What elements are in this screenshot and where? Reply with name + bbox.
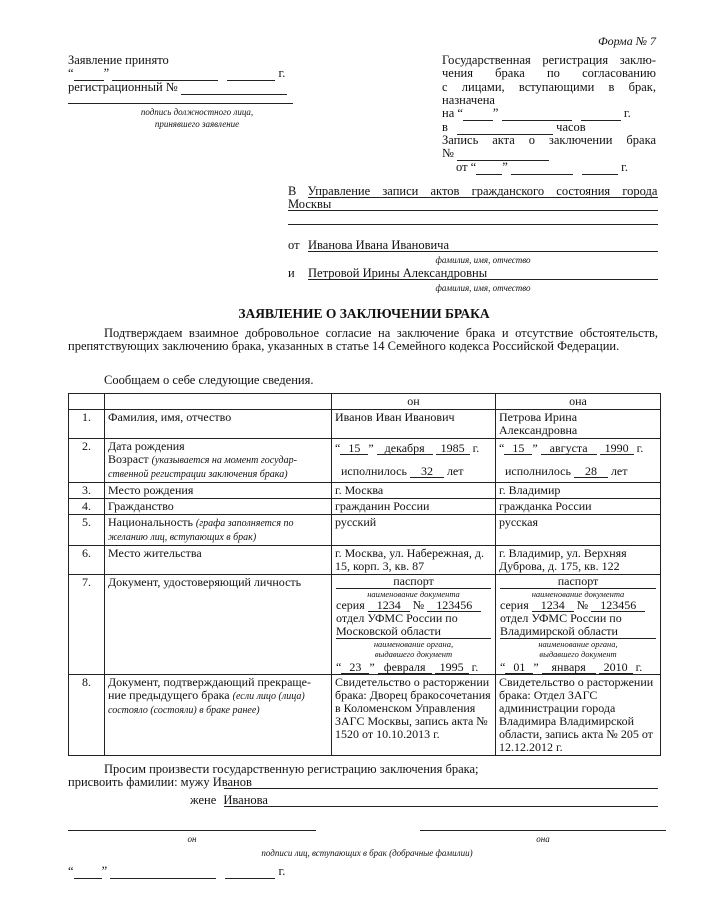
he-doc-org-2[interactable]: Московской области [336, 625, 491, 639]
she-doc-type[interactable]: паспорт [500, 575, 656, 589]
addressee-and-name[interactable]: Петровой Ирины Александровны [308, 266, 488, 280]
addressee-line-3 [288, 224, 658, 225]
addressee-to: В Управление записи актов гражданского состояния города [288, 184, 658, 198]
signatures-caption: подписи лиц, вступающих в брак (добрачные фамилии) [261, 848, 473, 858]
signature-year-field[interactable] [225, 866, 275, 879]
she-citizenship[interactable]: гражданка России [496, 499, 661, 515]
accepted-reg-number-field[interactable] [181, 82, 287, 95]
she-doc-date: “ 01 ” января 2010 г. [500, 660, 643, 674]
addressee-fio-caption-1: фамилия, имя, отчество [435, 255, 531, 265]
she-doc-series: серия 1234 № 123456 [500, 599, 656, 612]
addressee-fio-caption-2: фамилия, имя, отчество [435, 283, 531, 293]
she-nationality[interactable]: русская [496, 515, 661, 546]
addressee-and-line [308, 279, 658, 280]
intro-paragraph: Подтверждаем взаимное добровольное согласие на заключение брака и отсутствие обстоятельств, препятствующих заключению брака, указанных в статье 14 Семейного кодекса Российской Федерации. [68, 326, 658, 353]
accepted-sign-caption-1: подпись должностного лица, [140, 107, 254, 117]
table-row: 7. Документ, удостоверяющий личность паспорт наименование документа серия 1234 № 123456 отдел УФМС России по Московской области наименование органа, выдавшего документ “ 23 ” февраля 1995 г. паспорт наименование документа серия 1234 № 123456 отдел УФМС России по Владимирской области наименование органа, выдавшего документ “ 01 ” января 2010 г. [69, 575, 661, 675]
header-he: он [332, 394, 496, 410]
he-birthplace[interactable]: г. Москва [332, 483, 496, 499]
she-doc-org-1[interactable]: отдел УФМС России по [500, 611, 622, 625]
addressee-and-prefix: и [288, 266, 295, 280]
she-birthplace[interactable]: г. Владимир [496, 483, 661, 499]
intro-line-2: Сообщаем о себе следующие сведения. [104, 373, 314, 387]
addressee-line-2 [288, 210, 658, 211]
record-number: № [442, 146, 549, 161]
request-husband: присвоить фамилии: мужу Иванов [68, 775, 252, 789]
he-signature-line[interactable] [68, 830, 316, 831]
he-residence[interactable]: г. Москва, ул. Набережная, д. 15, корп. 3, кв. 87 [332, 546, 496, 575]
record-day-field[interactable] [476, 162, 502, 175]
she-fio[interactable]: Петрова Ирина Александровна [496, 410, 661, 439]
he-fio[interactable]: Иванов Иван Иванович [332, 410, 496, 439]
she-birth-date: “ 15 ” августа 1990 г. [499, 441, 644, 455]
husband-surname-line [224, 788, 658, 789]
wife-surname-line [224, 806, 658, 807]
he-citizenship[interactable]: гражданин России [332, 499, 496, 515]
she-prev-marriage[interactable]: Свидетельство о расторжении брака: Отдел ЗАГС администрации города Владимира Владимирской области, запись акта № 205 от 12.12.2012 г. [496, 675, 661, 756]
addressee-from-prefix: от [288, 238, 300, 252]
request-line-1: Просим произвести государственную регистрацию заключения брака; [104, 762, 479, 776]
record-line-1: Запись акта о заключении брака [442, 133, 656, 147]
request-wife: жене Иванова [190, 793, 268, 807]
he-doc-date: “ 23 ” февраля 1995 г. [336, 660, 479, 674]
wife-surname[interactable]: Иванова [223, 793, 268, 807]
husband-surname[interactable]: Иванов [212, 775, 252, 789]
he-birth-date: “ 15 ” декабря 1985 г. [335, 441, 480, 455]
table-row: 1. Фамилия, имя, отчество Иванов Иван Иванович Петрова Ирина Александровна [69, 410, 661, 439]
table-row: 6. Место жительства г. Москва, ул. Набережная, д. 15, корп. 3, кв. 87 г. Владимир, ул. Верхняя Дуброва, д. 175, кв. 122 [69, 546, 661, 575]
registration-line-1: Государственная регистрация заклю- [442, 53, 656, 67]
she-signature-caption: она [536, 834, 550, 844]
he-doc-type[interactable]: паспорт [336, 575, 491, 589]
he-doc-series: серия 1234 № 123456 [336, 599, 491, 612]
info-table [68, 393, 661, 756]
registration-line-2: чения брака по согласованию [442, 66, 656, 80]
form-number: Форма № 7 [598, 34, 657, 48]
signature-date: “ ” г. [68, 864, 286, 878]
addressee-to-text-2: Москвы [288, 197, 332, 211]
table-header-row [69, 394, 661, 410]
addressee-to-text-1: Управление записи актов гражданского состояния города [307, 184, 658, 198]
record-date: от “ ” г. [456, 160, 629, 174]
accepted-date: “ ” г. [68, 66, 286, 80]
registration-time: в часов [442, 120, 586, 134]
she-doc-org-2[interactable]: Владимирской области [500, 625, 656, 639]
accepted-sign-caption-2: принявшего заявление [154, 119, 240, 129]
he-prev-marriage[interactable]: Свидетельство о расторжении брака: Дворец бракосочетания в Коломенском Управления ЗАГС Москвы, запись акта № 1520 от 10.10.2013 г. [332, 675, 496, 756]
record-month-field[interactable] [511, 162, 573, 175]
registration-date: на “ ” г. [442, 106, 631, 120]
signature-day-field[interactable] [74, 866, 102, 879]
record-year-field[interactable] [582, 162, 618, 175]
table-row: 3. Место рождения г. Москва г. Владимир [69, 483, 661, 499]
she-age: исполнилось 28 лет [505, 464, 628, 478]
signature-month-field[interactable] [110, 866, 216, 879]
accepted-reg: регистрационный № [68, 80, 287, 95]
accepted-title: Заявление принято [68, 53, 169, 67]
registration-line-4: назначена [442, 93, 495, 107]
he-signature-caption: он [187, 834, 197, 844]
header-she: она [496, 394, 661, 410]
accepted-sign-line[interactable] [68, 103, 293, 104]
table-row: 8. Документ, подтверждающий прекраще-ние предыдущего брака (если лицо (лица) состояло (состояли) в браке ранее) Свидетельство о расторжении брака: Дворец бракосочетания в Коломенском Управления ЗАГС Москвы, запись акта № 1520 от 10.10.2013 г. Свидетельство о расторжении брака: Отдел ЗАГС администрации города Владимира Владимирской области, запись акта № 205 от 12.12.2012 г. [69, 675, 661, 756]
registration-year-field[interactable] [581, 108, 621, 121]
he-doc-org-1[interactable]: отдел УФМС России по [336, 611, 458, 625]
table-row: 5. Национальность (графа заполняется по желанию лиц, вступающих в брак) русский русская [69, 515, 661, 546]
registration-line-3: с лицами, вступающими в брак, [442, 80, 656, 94]
he-nationality[interactable]: русский [332, 515, 496, 546]
he-age: исполнилось 32 лет [341, 464, 464, 478]
addressee-from-line [308, 251, 658, 252]
document-title: ЗАЯВЛЕНИЕ О ЗАКЛЮЧЕНИИ БРАКА [238, 306, 490, 321]
she-signature-line[interactable] [420, 830, 666, 831]
addressee-line-1 [308, 197, 658, 198]
table-row: 4. Гражданство гражданин России гражданка России [69, 499, 661, 515]
table-row: 2. Дата рождения Возраст (указывается на момент государ-ственной регистрации заключения брака) “ 15 ” декабря 1985 г. исполнилось 32 лет “ 15 ” августа 1990 г. исполнилось 28 лет [69, 439, 661, 483]
addressee-from-name[interactable]: Иванова Ивана Ивановича [308, 238, 450, 252]
she-residence[interactable]: г. Владимир, ул. Верхняя Дуброва, д. 175, кв. 122 [496, 546, 661, 575]
